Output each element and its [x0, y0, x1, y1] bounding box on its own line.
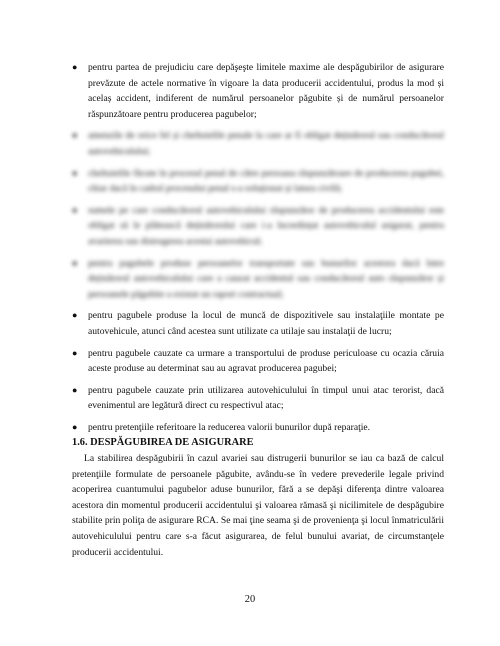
list-item-text: pentru pagubele cauzate prin utilizarea autovehiculului în timpul unui atac terorist, dacă evenimentul are legătură direct cu respectivul atac; — [88, 384, 444, 412]
list-item-text: cheltuielile făcute în procesul penal de către persoana răspunzătoare de producerea pagubei, chiar dacă în cadrul procesului penal s-a soluționat și latura civilă; — [88, 167, 444, 195]
list-item — [72, 346, 444, 377]
list-item — [72, 166, 444, 197]
list-item-text: amenzile de orice fel și cheltuielile penale la care ar fi obligat deținătorul sau conducătorul autovehiculului; — [88, 130, 444, 157]
list-item — [72, 128, 444, 159]
bullet-dot-icon: ● — [72, 421, 78, 432]
list-item-text: pentru pretenţiile referitoare la reducerea valorii bunurilor după reparaţie. — [88, 421, 371, 433]
bullet-dot-icon: ● — [72, 257, 78, 268]
section-heading: 1.6. DESPĂGUBIREA DE ASIGURARE — [72, 437, 254, 448]
bullet-dot-icon: ● — [72, 310, 78, 321]
bullet-dot-icon: ● — [72, 347, 78, 358]
list-item-text: sumele pe care conducătorul autovehiculului răspunzător de producerea accidentului este obligat să le plătească deținătorului care i-a încredințat autovehiculul asigurat, pentru avarierea sau distrugerea acestui autovehicul; — [88, 204, 444, 247]
exclusions-list — [72, 60, 444, 441]
list-item — [72, 203, 444, 250]
bullet-dot-icon: ● — [72, 204, 78, 215]
list-item — [72, 383, 444, 414]
list-item-text: pentru pagubele produse persoanelor transportate sau bunurilor acestora dacă între deținătorul autovehiculului care a cauzat accidentul sau conducătorul auto răspunzător și persoanele păgubite a existat un raport contractual; — [88, 257, 444, 300]
list-item-text: pentru pagubele cauzate ca urmare a transportului de produse periculoase cu ocazia căruia aceste produse au determinat sau au agravat producerea pagubei; — [88, 347, 444, 375]
list-item — [72, 60, 444, 122]
bullet-dot-icon: ● — [72, 130, 78, 141]
list-item-text: pentru partea de prejudiciu care depăşeşte limitele maxime ale despăgubirilor de asigurare prevăzute de actele normative în vigoare la data producerii accidentului, produs la mod și acelaș accident, indiferent de numărul persoanelor păgubite și de numărul persoanelor răspunzătoare pentru producerea pagubelor; — [88, 62, 444, 120]
list-item-text: pentru pagubele produse la locul de muncă de dispozitivele sau instalaţiile montate pe autovehicule, atunci când acestea sunt utilizate ca utilaje sau instalaţii de lucru; — [88, 310, 444, 337]
page-number: 20 — [244, 594, 256, 605]
bullet-dot-icon: ● — [72, 62, 78, 72]
list-item — [72, 308, 444, 339]
list-item — [72, 256, 444, 303]
body-paragraph: La stabilirea despăgubirii în cazul avariei sau distrugerii bunurilor se iau ca bază de calcul pretenţiile formulate de persoanele păgubite, avându-se în vedere prevederile legale privind acoperirea cuantumului pagubelor aduse bunurilor, fără a se depăşi diferenţa dintre valoarea acestora din momentul producerii accidentului şi valoarea rămasă şi nicilimitele de despăgubire stabilite prin poliţa de asigurare RCA. Se mai ţine seama şi de provenienţa şi locul înmatriculării autovehiculului pentru care s-a făcut asigurarea, de felul bunului avariat, de circumstanţele producerii accidentului. — [72, 453, 444, 558]
bullet-dot-icon: ● — [72, 167, 78, 178]
list-item — [72, 420, 444, 436]
bullet-dot-icon: ● — [72, 384, 78, 395]
